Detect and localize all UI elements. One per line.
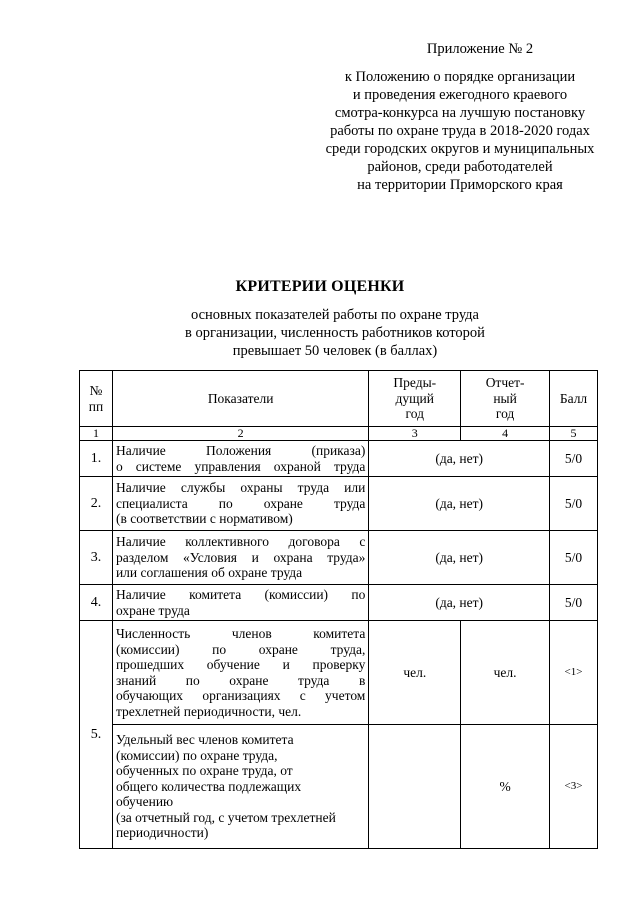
row-indicator: Удельный вес членов комитета (комиссии) по охране труда, обученных по охране труда, от общего количества подлежащих обучению (за отчетный год, с учетом трехлетней периодичности) — [112, 725, 368, 849]
table-row — [80, 725, 598, 849]
row-score: 5/0 — [550, 585, 598, 621]
appendix-line: на территории Приморского края — [357, 177, 563, 193]
index-cell: 2 — [112, 427, 368, 441]
table-row — [80, 477, 598, 531]
header-num: № пп — [80, 371, 113, 427]
table-row — [80, 441, 598, 477]
row-value: (да, нет) — [369, 585, 550, 621]
row-indicator: Наличие комитета (комиссии) по охране труда — [112, 585, 368, 621]
row-score: 5/0 — [550, 531, 598, 585]
appendix-line: смотра-конкурса на лучшую постановку — [334, 105, 586, 121]
document-title: КРИТЕРИИ ОЦЕНКИ — [235, 278, 405, 295]
table-row — [80, 531, 598, 585]
row-number: 3. — [80, 531, 113, 585]
header-report-year: Отчет- ный год — [461, 371, 550, 427]
row-indicator: Численность членов комитета (комиссии) по охране труда, прошедших обучение и проверку знаний по охране труда в обучающих организациях с учетом трехлетней периодичности, чел. — [112, 621, 368, 725]
table-header-row — [80, 371, 598, 427]
appendix-number: Приложение № 2 — [426, 41, 534, 57]
table-index-row — [80, 427, 598, 441]
appendix-line: и проведения ежегодного краевого — [352, 87, 568, 103]
row-value: (да, нет) — [369, 477, 550, 531]
subtitle-line: основных показателей работы по охране труда — [191, 307, 479, 323]
row-prev-value: чел. — [369, 621, 461, 725]
row-report-value: чел. — [461, 621, 550, 725]
row-score: <3> — [550, 725, 598, 849]
appendix-line: работы по охране труда в 2018-2020 годах — [330, 123, 590, 139]
row-indicator: Наличие службы охраны труда или специалиста по охране труда (в соответствии с нормативом) — [112, 477, 368, 531]
index-cell: 3 — [369, 427, 461, 441]
criteria-table — [79, 370, 598, 849]
row-report-value: % — [461, 725, 550, 849]
row-number: 5. — [80, 621, 113, 849]
subtitle-line: в организации, численность работников которой — [185, 325, 485, 341]
table-row — [80, 585, 598, 621]
index-cell: 1 — [80, 427, 113, 441]
appendix-line: к Положению о порядке организации — [344, 69, 576, 85]
row-prev-value — [369, 725, 461, 849]
appendix-line: среди городских округов и муниципальных — [325, 141, 595, 157]
header-indicator: Показатели — [112, 371, 368, 427]
appendix-block — [300, 40, 620, 194]
index-cell: 5 — [550, 427, 598, 441]
header-prev-year: Преды- дущий год — [369, 371, 461, 427]
row-number: 1. — [80, 441, 113, 477]
index-cell: 4 — [461, 427, 550, 441]
row-indicator: Наличие Положения (приказа) о системе управления охраной труда — [112, 441, 368, 477]
appendix-line: районов, среди работодателей — [367, 159, 553, 175]
row-number: 4. — [80, 585, 113, 621]
row-indicator: Наличие коллективного договора с разделом «Условия и охрана труда» или соглашения об охране труда — [112, 531, 368, 585]
row-score: <1> — [550, 621, 598, 725]
row-value: (да, нет) — [369, 441, 550, 477]
row-score: 5/0 — [550, 441, 598, 477]
row-value: (да, нет) — [369, 531, 550, 585]
table-row — [80, 621, 598, 725]
document-subtitle — [150, 306, 520, 360]
row-number: 2. — [80, 477, 113, 531]
subtitle-line: превышает 50 человек (в баллах) — [232, 343, 438, 359]
row-score: 5/0 — [550, 477, 598, 531]
header-score: Балл — [550, 371, 598, 427]
